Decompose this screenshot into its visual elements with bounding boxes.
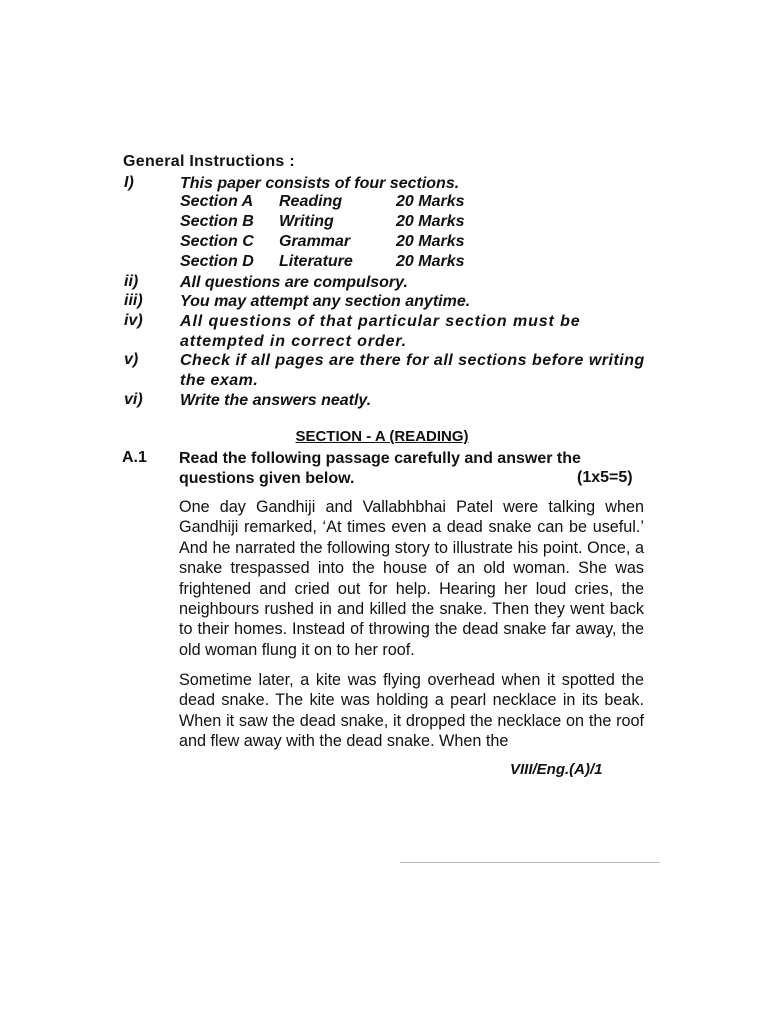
question-text: Read the following passage carefully and answer the questions given below. (179, 450, 581, 487)
instruction-number: I) (124, 174, 134, 191)
general-instructions-title: General Instructions : (123, 153, 295, 170)
section-label: Section A (180, 193, 254, 210)
question-number: A.1 (122, 449, 147, 466)
instruction-number: v) (124, 351, 139, 368)
section-marks: 20 Marks (396, 233, 465, 250)
passage-paragraph: Sometime later, a kite was flying overhead when it spotted the dead snake. The kite was holding a pearl necklace in its beak. When it saw the dead snake, it dropped the necklace on the roof and flew away with the dead snake. When the (179, 671, 644, 751)
question-marks: (1x5=5) (577, 469, 633, 486)
section-name: Grammar (279, 233, 351, 250)
section-marks: 20 Marks (396, 193, 465, 210)
instruction-number: iv) (124, 312, 143, 329)
instruction-number: vi) (124, 391, 143, 408)
passage-paragraph: One day Gandhiji and Vallabhbhai Patel were talking when Gandhiji remarked, ‘At times even a dead snake can be useful.’ And he narrated the following story to illustrate his point. Once, a snake trespassed into the house of an old woman. She was frightened and cried out for help. Hearing her loud cries, the neighbours rushed in and killed the snake. Then they went back to their homes. Instead of throwing the dead snake far away, the old woman flung it on to her roof. (179, 498, 644, 659)
section-marks: 20 Marks (396, 213, 465, 230)
instruction-text: All questions of that particular section must be attempted in correct order. (180, 313, 581, 350)
section-a-heading-text: SECTION - A (READING) (295, 428, 469, 445)
instruction-text: This paper consists of four sections. (180, 175, 460, 192)
scan-artifact-line (400, 862, 660, 863)
section-name: Writing (279, 213, 334, 230)
instruction-text: Write the answers neatly. (180, 392, 372, 409)
section-name: Literature (279, 253, 353, 270)
section-name: Reading (279, 193, 343, 210)
section-marks: 20 Marks (396, 253, 465, 270)
instruction-number: iii) (124, 292, 143, 309)
section-label: Section B (180, 213, 254, 230)
section-label: Section D (180, 253, 254, 270)
instruction-text: Check if all pages are there for all sections before writing the exam. (180, 352, 645, 389)
page-code: VIII/Eng.(A)/1 (510, 761, 603, 778)
instruction-text: You may attempt any section anytime. (180, 293, 471, 310)
section-label: Section C (180, 233, 254, 250)
instruction-number: ii) (124, 273, 139, 290)
section-a-heading (0, 428, 768, 445)
instruction-text: All questions are compulsory. (180, 274, 408, 291)
